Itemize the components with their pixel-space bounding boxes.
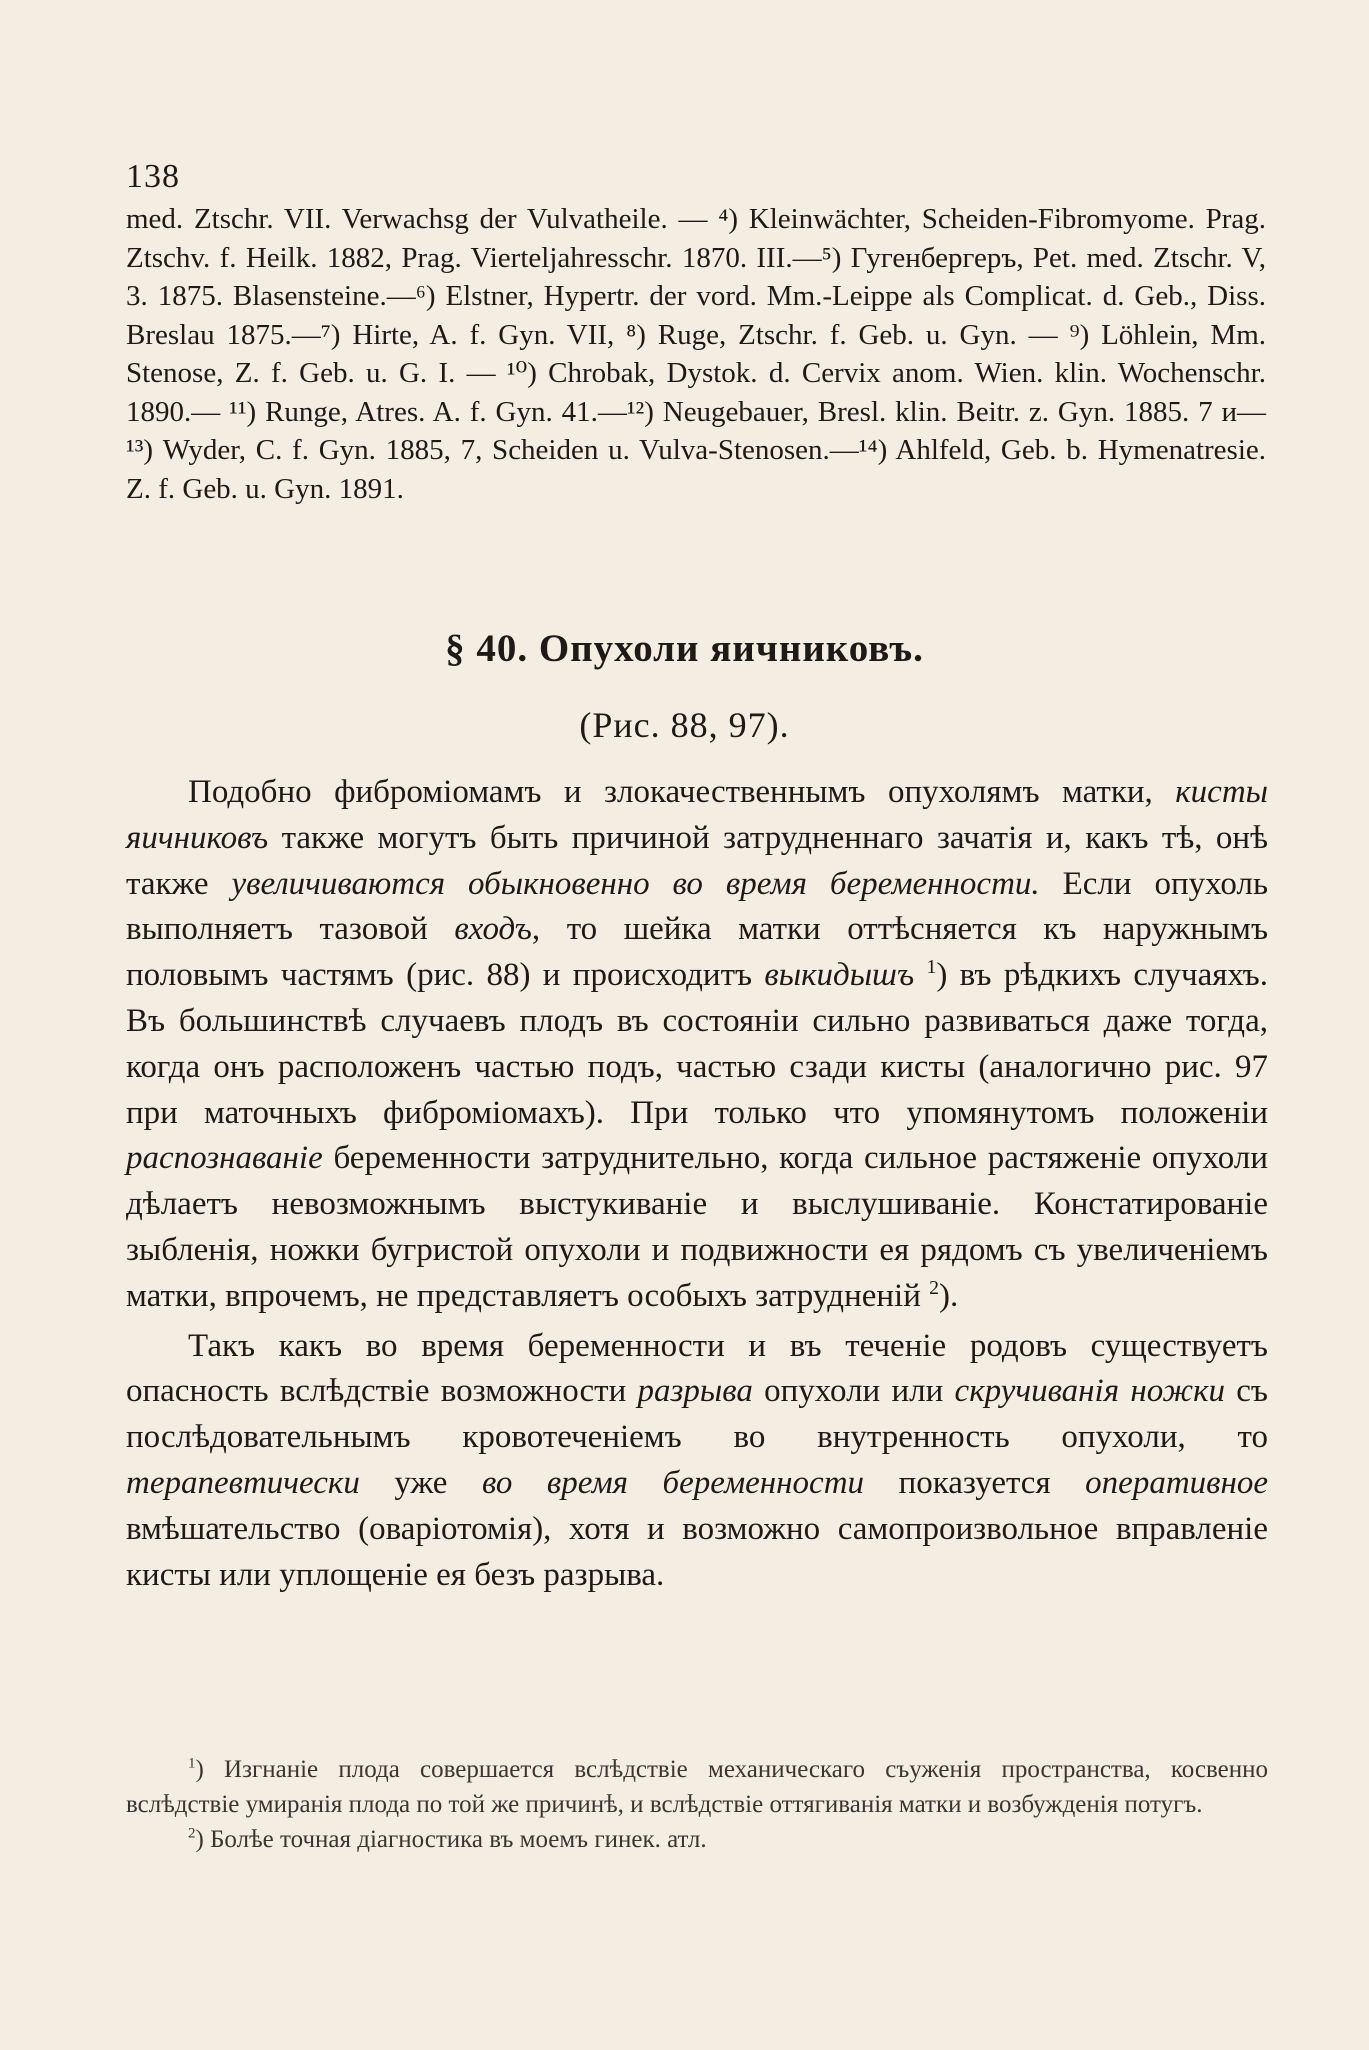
emphasis: входъ bbox=[454, 911, 532, 948]
emphasis: кисты яичниковъ bbox=[126, 774, 1268, 856]
body-text bbox=[126, 770, 1268, 1598]
text-run: показуется bbox=[864, 1464, 1086, 1501]
text-run: беременности затруднительно, когда сильное растяженіе опухоли дѣлаетъ невозможнымъ выстукиваніе и выслушиваніе. Констатированіе зыбленія, ножки бугристой опухоли и подвижности ея рядомъ съ увеличеніемъ матки, впрочемъ, не представляетъ особыхъ затрудненій bbox=[126, 1140, 1268, 1314]
footnotes bbox=[126, 1752, 1268, 1857]
footnote-marker: 1 bbox=[926, 956, 937, 979]
references-continuation: med. Ztschr. VII. Verwachsg der Vulvatheile. — ⁴) Kleinwächter, Scheiden-Fibromyome. Prag. Ztschv. f. Heilk. 1882, Prag. Vierteljahresschr. 1870. III.—⁵) Гугенбергеръ, Pet. med. Ztschr. V, 3. 1875. Blasensteine.—⁶) Elstner, Hypertr. der vord. Mm.-Leippe als Complicat. d. Geb., Diss. Breslau 1875.—⁷) Hirte, A. f. Gyn. VII, ⁸) Ruge, Ztschr. f. Geb. u. Gyn. — ⁹) Löhlein, Mm. Stenose, Z. f. Geb. u. G. I. — ¹⁰) Chrobak, Dystok. d. Cervix anom. Wien. klin. Wochenschr. 1890.— ¹¹) Runge, Atres. A. f. Gyn. 41.—¹²) Neugebauer, Bresl. klin. Beitr. z. Gyn. 1885. 7 и—¹³) Wyder, C. f. Gyn. 1885, 7, Scheiden u. Vulva-Stenosen.—¹⁴) Ahlfeld, Geb. b. Hymenatresie. Z. f. Geb. u. Gyn. 1891. bbox=[126, 203, 1266, 505]
text-run: съ послѣдовательнымъ кровотеченіемъ во внутренность опухоли, то bbox=[126, 1373, 1268, 1456]
footnote-number: 1 bbox=[188, 1755, 196, 1772]
emphasis: во время беременности bbox=[482, 1464, 865, 1501]
text-run: вмѣшательство (оваріотомія), хотя и возможно самопроизвольное вправленіе кисты или уплощеніе ея безъ разрыва. bbox=[126, 1510, 1268, 1593]
text-run: Если опухоль выполняетъ тазовой bbox=[126, 865, 1268, 948]
text-run: уже bbox=[359, 1464, 482, 1501]
footnote-text: ) Болѣе точная діагностика въ моемъ гинек. атл. bbox=[195, 1826, 707, 1853]
footnote-1 bbox=[126, 1752, 1268, 1822]
emphasis: терапевтически bbox=[126, 1464, 360, 1501]
footnote-number: 2 bbox=[188, 1825, 196, 1842]
text-run: опухоли или bbox=[752, 1373, 955, 1410]
footnote-marker: 2 bbox=[929, 1276, 940, 1299]
footnote-text: ) Изгнаніе плода совершается вслѣдствіе механическаго съуженія пространства, косвенно вслѣдствіе умиранія плода по той же причинѣ, и вслѣдствіе оттягиванія матки и возбужденія потугъ. bbox=[126, 1756, 1268, 1818]
emphasis: выкидышъ bbox=[764, 957, 915, 994]
text-run: также могутъ быть причиной затрудненнаго зачатія и, какъ тѣ, онѣ также bbox=[126, 819, 1268, 902]
text-run: ). bbox=[939, 1277, 959, 1314]
emphasis: распознаваніе bbox=[126, 1140, 323, 1177]
text-run: , то шейка матки оттѣсняется къ наружнымъ половымъ частямъ (рис. 88) и происходитъ bbox=[126, 911, 1269, 994]
text-run: ) въ рѣдкихъ случаяхъ. Въ большинствѣ случаевъ плодъ въ состояніи сильно развиваться даже тогда, когда онъ расположенъ частью подъ, частью сзади кисты (аналогично рис. 97 при маточныхъ фиброміомахъ). При только что упомянутомъ положеніи bbox=[126, 957, 1268, 1131]
page-number: 138 bbox=[126, 158, 180, 195]
text-run: Подобно фиброміомамъ и злокачественнымъ опухолямъ матки, bbox=[188, 774, 1176, 810]
paragraph-1 bbox=[126, 770, 1268, 1320]
emphasis: разрыва bbox=[637, 1373, 753, 1410]
figure-reference: (Рис. 88, 97). bbox=[579, 705, 790, 745]
section-title: § 40. Опухоли яичниковъ. bbox=[445, 627, 924, 670]
emphasis: скручиванія ножки bbox=[954, 1373, 1226, 1410]
text-run: Такъ какъ во время беременности и въ теченіе родовъ существуетъ опасность вслѣдствіе возможности bbox=[126, 1327, 1268, 1410]
footnote-2 bbox=[126, 1822, 1268, 1857]
paragraph-2 bbox=[126, 1324, 1268, 1599]
emphasis: оперативное bbox=[1085, 1464, 1268, 1501]
emphasis: увеличиваются обыкновенно во время беременности. bbox=[231, 865, 1040, 902]
